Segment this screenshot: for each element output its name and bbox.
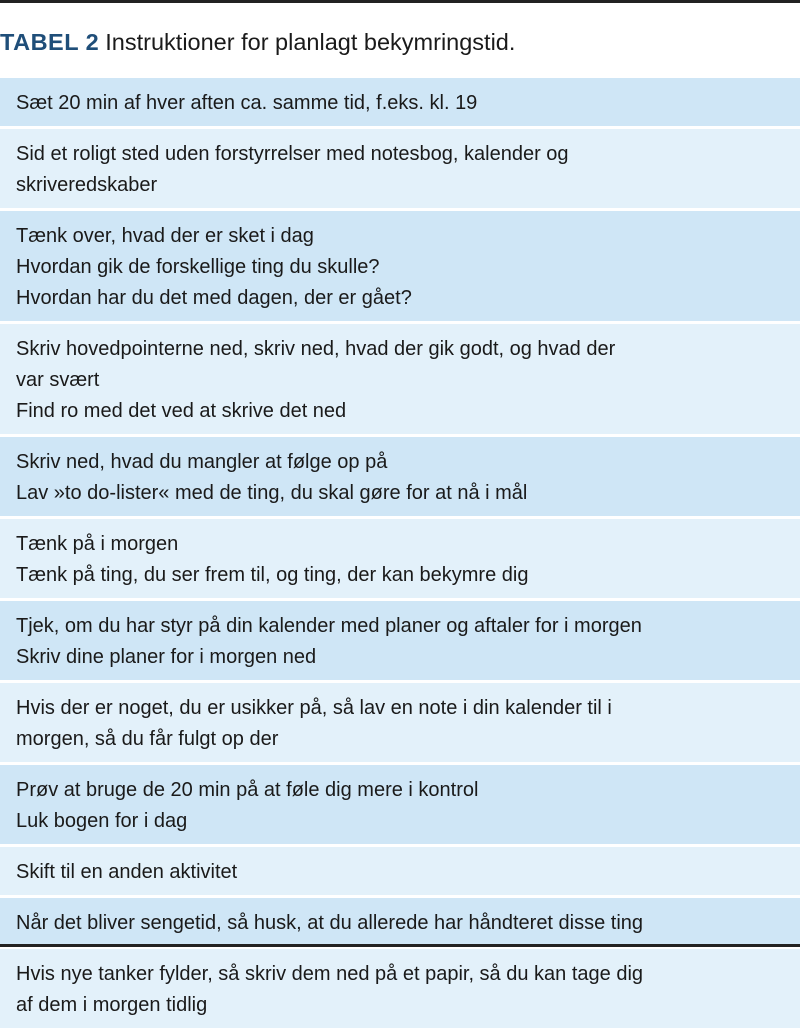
table-row [0,601,800,683]
row-text-line: skriveredskaber [16,174,158,196]
row-text-line: morgen, så du får fulgt op der [16,728,279,750]
row-text-line: Tænk på ting, du ser frem til, og ting, der kan bekymre dig [16,564,529,586]
table-row [0,949,800,1031]
row-text-line: Sæt 20 min af hver aften ca. samme tid, f.eks. kl. 19 [16,92,478,114]
table-row [0,437,800,519]
top-rule [0,0,800,3]
row-text-line: Når det bliver sengetid, så husk, at du allerede har håndteret disse ting [16,912,644,934]
row-text-line: Sid et roligt sted uden forstyrrelser med notesbog, kalender og [16,143,569,165]
table-title: Instruktioner for planlagt bekymringstid. [105,29,516,55]
row-text-line: var svært [16,369,100,391]
table-row [0,847,800,898]
row-text-line: Find ro med det ved at skrive det ned [16,400,347,422]
row-text-line: Skriv ned, hvad du mangler at følge op på [16,451,388,473]
row-text-line: Lav »to do-lister« med de ting, du skal gøre for at nå i mål [16,482,528,504]
row-text-line: Luk bogen for i dag [16,810,188,832]
row-text-line: Tænk over, hvad der er sket i dag [16,225,314,247]
table-row [0,765,800,847]
row-text-line: Hvis nye tanker fylder, så skriv dem ned på et papir, så du kan tage dig [16,963,644,985]
table-row [0,324,800,437]
row-text-line: Skriv hovedpointerne ned, skriv ned, hvad der gik godt, og hvad der [16,338,616,360]
row-text-line: Hvis der er noget, du er usikker på, så lav en note i din kalender til i [16,697,612,719]
bottom-rule [0,944,800,947]
row-text-line: af dem i morgen tidlig [16,994,208,1016]
table-row [0,129,800,211]
row-text-line: Tænk på i morgen [16,533,179,555]
row-text-line: Hvordan gik de forskellige ting du skulle? [16,256,380,278]
row-text-line: Hvordan har du det med dagen, der er gået? [16,287,412,309]
table-row [0,78,800,129]
instructions-table [0,78,800,1031]
table-row [0,683,800,765]
table-caption [0,27,515,67]
table-number: TABEL 2 [0,29,100,55]
table-row [0,211,800,324]
row-text-line: Skriv dine planer for i morgen ned [16,646,317,668]
table-row [0,898,800,949]
row-text-line: Skift til en anden aktivitet [16,861,238,883]
row-text-line: Prøv at bruge de 20 min på at føle dig mere i kontrol [16,779,479,801]
row-text-line: Tjek, om du har styr på din kalender med planer og aftaler for i morgen [16,615,642,637]
table-row [0,519,800,601]
